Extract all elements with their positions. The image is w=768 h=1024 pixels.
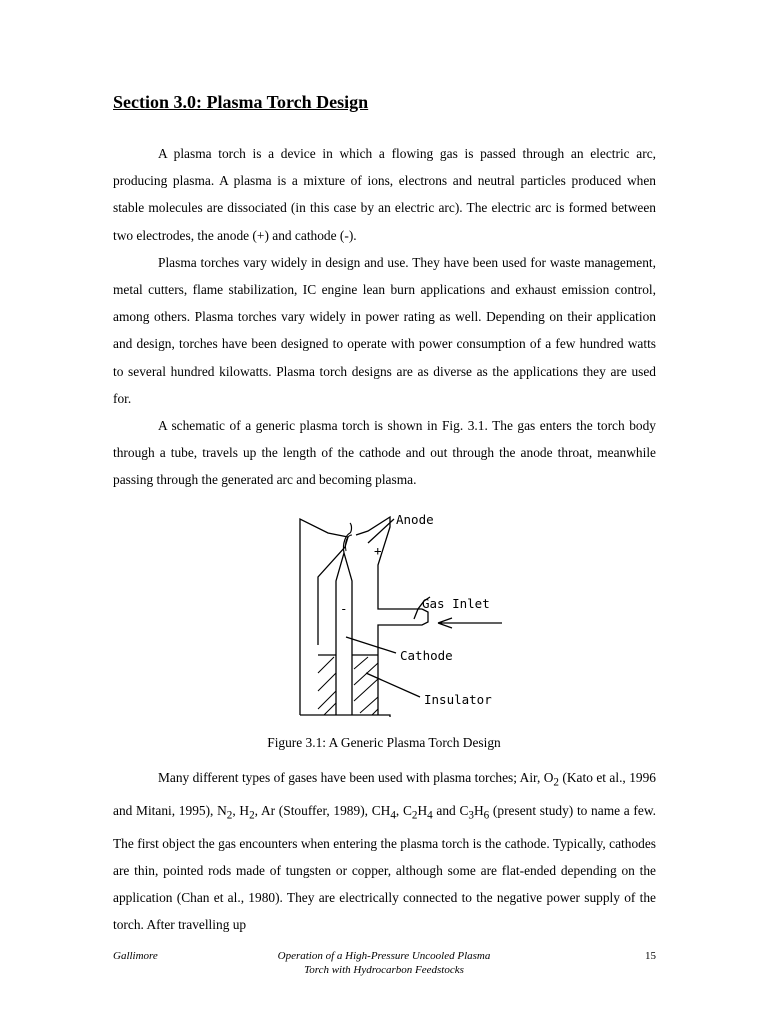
paragraph-4: Many different types of gases have been used with plasma torches; Air, $O_2$ (Kato et al., 1996 and Mitani, 1995), $N_2$, $H_2$, Ar (Stouffer, 1989), $CH_4$, $C_2H_4$ and $C_3H_6$ (present study) to name a few. The first object the gas encounters when entering the plasma torch is the cathode. Typically, cathodes are thin, pointed rods made of tungsten or copper, although some are flat-ended depending on the application (Chan et al., 1980). They are electrically connected to the negative power supply of the torch. After travelling up [113, 770, 656, 933]
intro-text [113, 140, 656, 494]
cathode-leader [346, 637, 396, 653]
insulator-label: Insulator [424, 692, 492, 707]
plasma-torch-diagram [290, 505, 520, 720]
plasma-torch-figure [290, 505, 520, 720]
minus-sign: - [340, 601, 348, 616]
gas-inlet-arrow [438, 618, 502, 628]
paragraph-1: A plasma torch is a device in which a flowing gas is passed through an electric arc, producing plasma. A plasma is a mixture of ions, electrons and neutral particles produced when stable molecules are dissociated (in this case by an electric arc). The electric arc is formed between two electrodes, the anode (+) and cathode (-). [113, 146, 656, 243]
insulator-hatch-left [318, 657, 336, 715]
page-number: 15 [645, 950, 656, 962]
cathode-label: Cathode [400, 648, 453, 663]
footer-author: Gallimore [113, 950, 158, 962]
footer-title-line2: Torch with Hydrocarbon Feedstocks [304, 964, 464, 976]
footer-title [230, 949, 538, 977]
paragraph-2: Plasma torches vary widely in design and use. They have been used for waste management, metal cutters, flame stabilization, IC engine lean burn applications and exhaust emission control, among others. Plasma torches vary widely in power rating as well. Depending on their application and design, torches have been designed to operate with power consumption of a few hundred watts to several hundred kilowatts. Plasma torch designs are as diverse as the applications they are used for. [113, 254, 656, 406]
figure-caption: Figure 3.1: A Generic Plasma Torch Design [267, 735, 501, 750]
insulator-hatch-right [354, 657, 378, 715]
gas-inlet-label: Gas Inlet [422, 596, 490, 611]
anode-right-contour [356, 517, 422, 609]
body-text-lower [113, 764, 656, 939]
section-title: Section 3.0: Plasma Torch Design [113, 92, 369, 112]
insulator-leader [366, 673, 420, 697]
footer-title-line1: Operation of a High-Pressure Uncooled Plasma [277, 950, 491, 962]
paragraph-3: A schematic of a generic plasma torch is shown in Fig. 3.1. The gas enters the torch body through a tube, travels up the length of the cathode and out through the anode throat, meanwhile passing through the generated arc and becoming plasma. [113, 418, 656, 488]
torch-body-bottom [300, 715, 390, 717]
plus-sign: + [374, 543, 382, 558]
cathode-rod [336, 553, 352, 715]
anode-label: Anode [396, 512, 434, 527]
